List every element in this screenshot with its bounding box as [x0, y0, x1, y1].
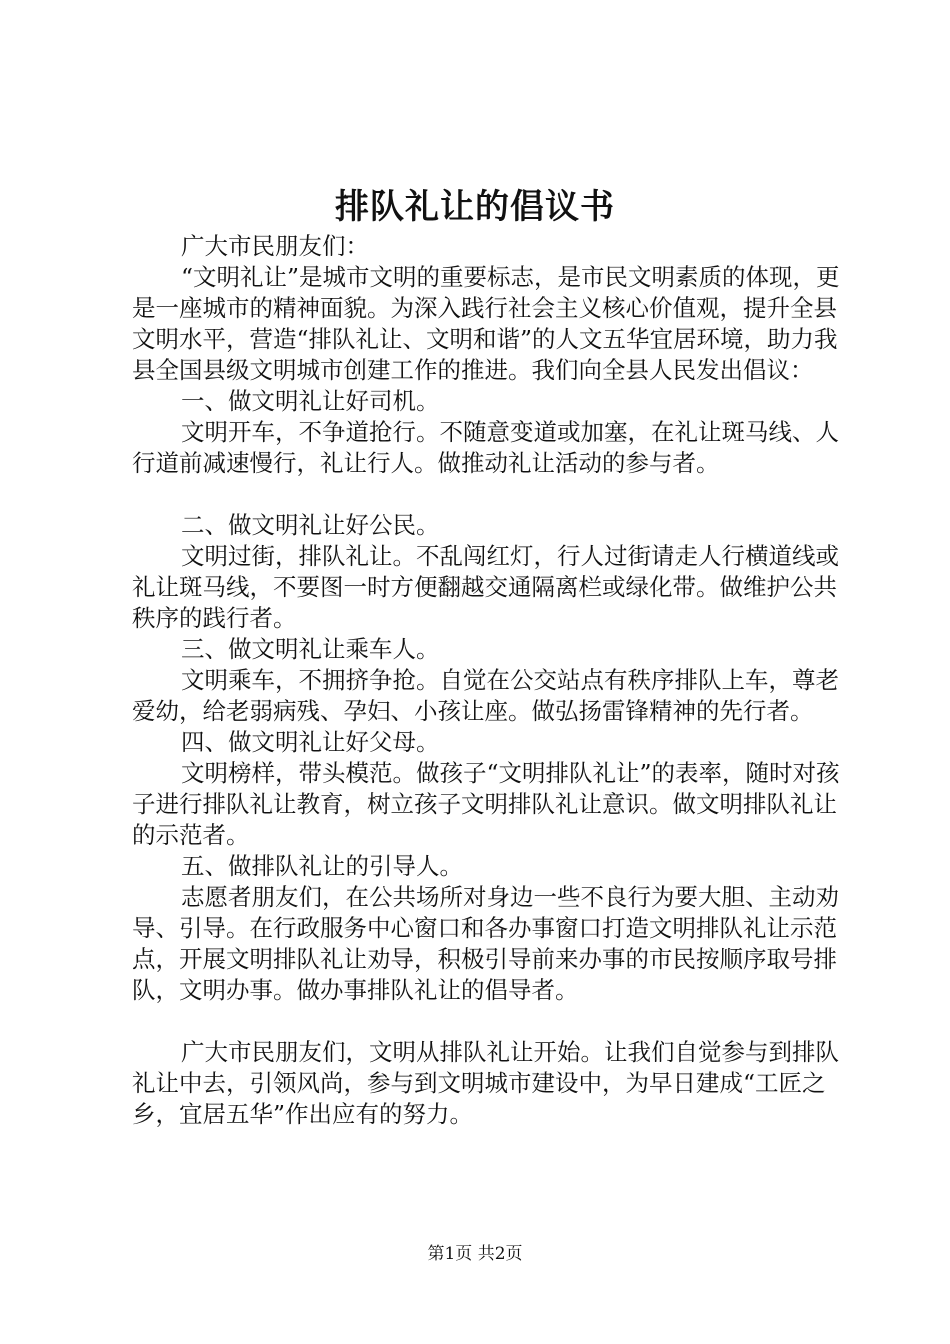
section-heading-2: 二、做文明礼让好公民。	[181, 511, 440, 539]
section-body-1: 文明开车，不争道抢行。不随意变道或加塞，在礼让斑马线、人行道前减速慢行，礼让行人。做推动礼让活动的参与者。	[132, 418, 839, 477]
section-heading-5: 五、做排队礼让的引导人。	[181, 852, 463, 880]
section-body-4: 文明榜样，带头模范。做孩子“文明排队礼让”的表率，随时对孩子进行排队礼让教育，树立孩子文明排队礼让意识。做文明排队礼让的示范者。	[132, 759, 840, 849]
intro-paragraph: “文明礼让”是城市文明的重要标志，是市民文明素质的体现，更是一座城市的精神面貌。为深入践行社会主义核心价值观，提升全县文明水平，营造“排队礼让、文明和谐”的人文五华宜居环境，助力我县全国县级文明城市创建工作的推进。我们向全县人民发出倡议：	[132, 263, 840, 384]
document-body	[132, 231, 852, 1130]
section-heading-1: 一、做文明礼让好司机。	[181, 387, 440, 415]
section-body-5: 志愿者朋友们，在公共场所对身边一些不良行为要大胆、主动劝导、引导。在行政服务中心窗口和各办事窗口打造文明排队礼让示范点，开展文明排队礼让劝导，积极引导前来办事的市民按顺序取号排队，文明办事。做办事排队礼让的倡导者。	[132, 883, 839, 1004]
greeting: 广大市民朋友们：	[181, 232, 369, 260]
section-heading-4: 四、做文明礼让好父母。	[181, 728, 440, 756]
closing-paragraph: 广大市民朋友们，文明从排队礼让开始。让我们自觉参与到排队礼让中去，引领风尚，参与到文明城市建设中，为早日建成“工匠之乡，宜居五华”作出应有的努力。	[132, 1038, 839, 1128]
section-heading-3: 三、做文明礼让乘车人。	[181, 635, 440, 663]
section-body-2: 文明过街，排队礼让。不乱闯红灯，行人过街请走人行横道线或礼让斑马线，不要图一时方便翻越交通隔离栏或绿化带。做维护公共秩序的践行者。	[132, 542, 839, 632]
paragraph-spacer	[132, 479, 852, 510]
page-footer: 第1页 共2页	[427, 1244, 523, 1264]
section-body-3: 文明乘车，不拥挤争抢。自觉在公交站点有秩序排队上车，尊老爱幼，给老弱病残、孕妇、小孩让座。做弘扬雷锋精神的先行者。	[132, 666, 839, 725]
paragraph-spacer	[132, 1006, 852, 1037]
document-title: 排队礼让的倡议书	[335, 187, 615, 227]
